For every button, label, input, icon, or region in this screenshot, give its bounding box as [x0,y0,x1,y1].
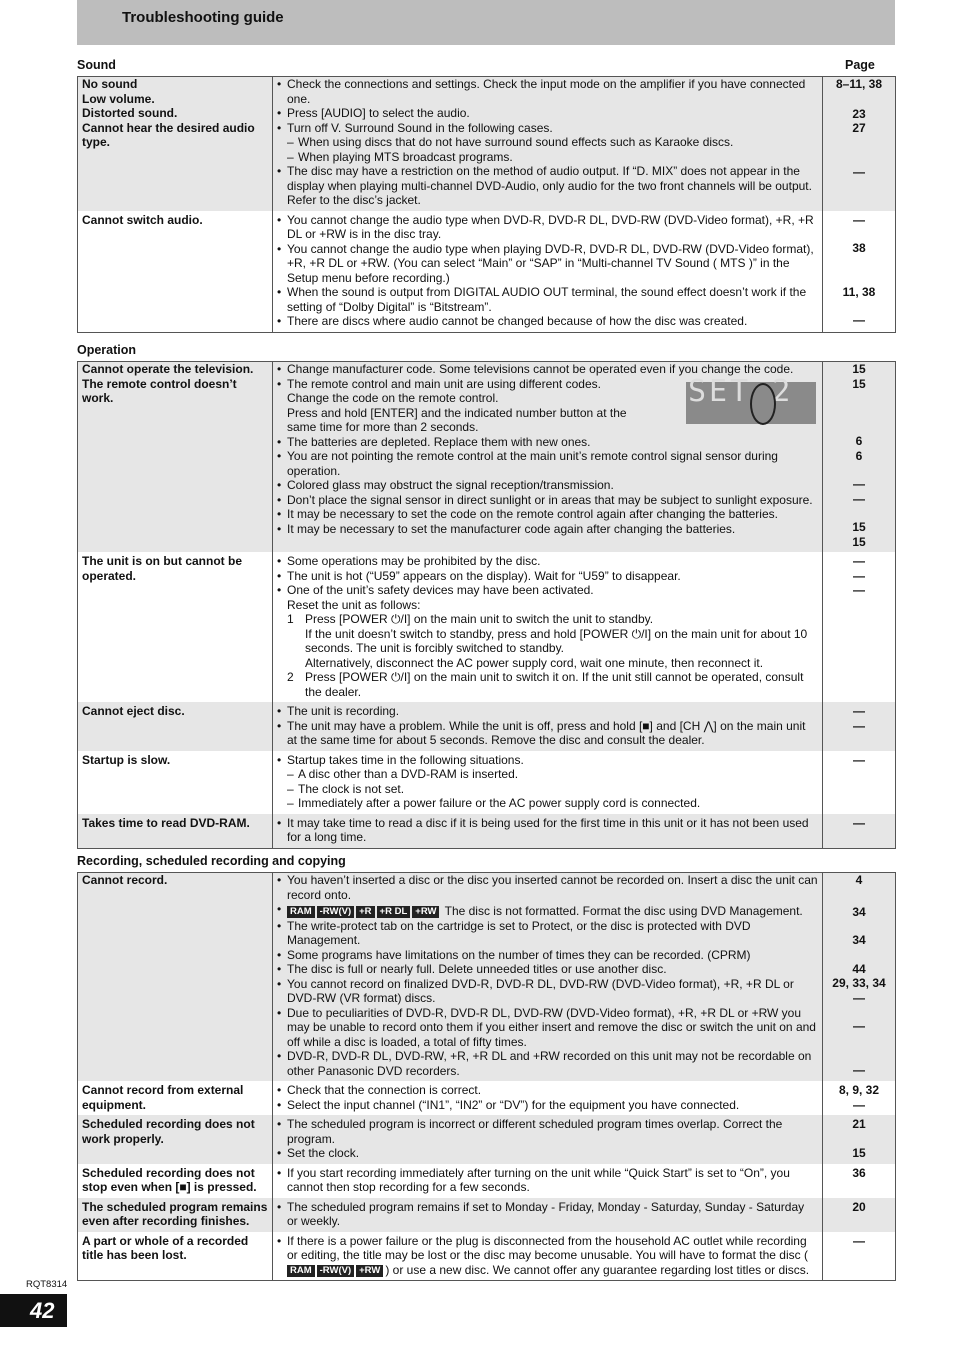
remedy-cell [273,1232,823,1281]
remedy-item: • The unit may have a problem. While the unit is off, press and hold [■] and [CH ⋀] on the main unit at the same time for about 5 seconds. Remove the disc and consult the dealer. [277,719,818,748]
remedy-detail: If the unit doesn’t switch to standby, press and hold [POWER ⏻/I] on the main unit for about 10 seconds. The unit is forcibly switched to standby. [305,626,808,655]
page-ref-cell [823,873,896,1082]
remedy-item: • Startup takes time in the following situations. [277,753,818,768]
page-ref-cell [823,211,896,333]
remedy-item: • Press [AUDIO] to select the audio. [277,106,818,121]
symptom-text: Cannot hear the desired audio type. [82,120,255,149]
page-ref: 36 [852,1165,866,1180]
table-row [78,1198,896,1232]
remedy-item: • It may be necessary to set the code on the remote control again after changing the batteries. [277,507,818,522]
remedy-item [277,1234,818,1278]
page-ref-cell [823,1232,896,1281]
remedy-item: • You haven’t inserted a disc or the disc you inserted cannot be recorded on. Insert a disc the unit can record onto. [277,873,818,902]
remedy-item: • DVD-R, DVD-R DL, DVD-RW, +R, +R DL and +RW recorded on this unit may not be recordable on other Panasonic DVD recorders. [277,1049,818,1078]
badge-plus-r: +R [356,906,374,918]
remedy-detail: Change the code on the remote control. [287,391,499,405]
remedy-step [277,612,818,627]
remedy-item: • It may take time to read a disc if it is being used for the first time in this unit or it has not been used for a long time. [277,816,818,845]
table-row [78,814,896,849]
symptom-cell: Cannot switch audio. [78,211,273,333]
remedy-cell [273,702,823,751]
remedy-text: ) or use a new disc. We cannot offer any guarantee regarding lost titles or discs. [385,1262,810,1277]
table-row [78,702,896,751]
table-row [78,1115,896,1164]
page-ref: — [853,313,865,327]
table-row [78,1164,896,1198]
remedy-subitem: – When using discs that do not have surround sound effects such as Karaoke discs. [277,135,818,150]
remedy-detail: Alternatively, disconnect the AC power supply cord, wait one minute, then reconnect it. [305,655,764,670]
symptom-cell: Scheduled recording does not work properly. [78,1115,273,1164]
page-ref: — [853,990,865,1005]
table-row [78,751,896,814]
page-ref: — [853,1233,865,1248]
remedy-cell [273,362,823,553]
remedy-cell [273,751,823,814]
remedy-item: • The unit is hot (“U59” appears on the display). Wait for “U59” to disappear. [277,569,818,584]
remedy-item: • Check that the connection is correct. [277,1083,818,1098]
page-ref: — [853,704,865,718]
remedy-item: • You cannot record on finalized DVD-R, DVD-R DL, DVD-RW (DVD-Video format), +R, +R DL or DVD-RW (VR format) discs. [277,977,818,1006]
recording-table [77,872,896,1281]
remedy-item: • The unit is recording. [277,704,818,719]
page-ref: 15 [852,520,866,534]
page-ref-cell [823,1164,896,1198]
symptom-text: Low volume. [82,91,155,106]
page-ref: — [853,752,865,767]
remedy-cell [273,1198,823,1232]
page-ref-cell [823,702,896,751]
document-code: RQT8314 [26,1279,68,1290]
page-ref: — [853,554,865,568]
page-ref: — [853,477,865,491]
badge-ram: RAM [287,1265,315,1277]
remedy-item: • Turn off V. Surround Sound in the following cases. [277,121,818,136]
remedy-item: • Select the input channel (“IN1”, “IN2” or “DV”) for the equipment you have connected. [277,1098,818,1113]
remedy-item: • Set the clock. [277,1146,818,1161]
page-ref: — [853,1019,865,1033]
page-ref: — [853,1097,865,1112]
page-ref-cell [823,1081,896,1115]
remedy-item: • Some operations may be prohibited by the disc. [277,554,818,569]
remedy-item: • The scheduled program remains if set to Monday - Friday, Monday - Saturday, Sunday - Saturday or weekly. [277,1200,818,1229]
badge-rw-v: -RW(V) [317,906,354,918]
page-title: Troubleshooting guide [122,9,284,26]
page-number: 42 [0,1294,67,1327]
symptom-cell: Startup is slow. [78,751,273,814]
symptom-cell: The scheduled program remains even after recording finishes. [78,1198,273,1232]
table-row [78,211,896,333]
badge-plus-r-dl: +R DL [377,906,411,918]
badge-plus-rw: +RW [356,1265,383,1277]
page-ref: 15 [852,534,866,549]
remedy-item: • The batteries are depleted. Replace them with new ones. [277,435,818,450]
page-ref: — [853,568,865,583]
remedy-item: • Colored glass may obstruct the signal reception/transmission. [277,478,818,493]
page-ref: 15 [852,1145,866,1160]
remedy-item: • Due to peculiarities of DVD-R, DVD-R DL, DVD-RW (DVD-Video format), +R, +R DL or +RW you may be unable to record onto them if you either insert and remove the disc or switch the unit on and off while a disc is loaded, a total of fifty times. [277,1006,818,1050]
display-illustration [686,374,816,424]
sound-table [77,76,896,333]
page-ref: 20 [852,1199,866,1214]
table-row [78,1081,896,1115]
symptom-cell: Cannot eject disc. [78,702,273,751]
page-ref: 4 [855,873,863,887]
page-ref-cell [823,362,896,553]
symptom-text: No sound [82,77,138,91]
symptom-cell: The unit is on but cannot be operated. [78,552,273,702]
operation-table [77,361,896,849]
page-ref: 15 [852,376,866,391]
page-ref-cell [823,751,896,814]
remedy-item: • When the sound is output from DIGITAL AUDIO OUT terminal, the sound effect doesn’t work if the setting of “Dolby Digital” is “Bitstream”. [277,285,818,314]
remedy-item: • You are not pointing the remote control at the main unit’s remote control signal sensor during operation. [277,449,818,478]
badge-rw-v: -RW(V) [317,1265,354,1277]
remedy-subitem: – The clock is not set. [277,782,818,797]
remedy-detail: Reset the unit as follows: [287,597,421,612]
remedy-detail: Press and hold [ENTER] and the indicated number button at the same time for more than 2 seconds. [287,405,627,434]
remedy-cell [273,873,823,1082]
badge-plus-rw: +RW [412,906,439,918]
page-ref: 34 [852,933,866,947]
section-title-sound: Sound [77,58,116,72]
section-title-recording: Recording, scheduled recording and copying [77,854,346,868]
section-title-operation: Operation [77,343,137,357]
remedy-item: • The disc may have a restriction on the method of audio output. If “D. MIX” does not appear in the display when playing multi-channel DVD-Audio, only audio for the two front channels will be output. Refer to the disc’s jacket. [277,164,818,208]
remedy-item [277,902,818,919]
page-ref-cell [823,552,896,702]
page-ref: — [853,583,865,597]
step-text: Press [POWER ⏻/I] on the main unit to switch the unit to standby. [305,612,654,626]
page-ref-cell [823,1115,896,1164]
page-ref: 23 [852,106,866,121]
page-ref: 44 [852,961,866,976]
remedy-text: If there is a power failure or the plug is disconnected from the household AC outlet while recording or editing, the title may be lost or the disc may become unusable. You will have to format the disc ( [287,1233,808,1262]
symptom-cell: Cannot operate the television. The remote control doesn’t work. [78,362,273,553]
symptom-cell: Cannot record. [78,873,273,1082]
remedy-item: • The disc is full or nearly full. Delete unneeded titles or use another disc. [277,962,818,977]
remedy-step [277,670,818,699]
page-ref: 38 [852,241,866,255]
symptom-text: Distorted sound. [82,106,178,120]
remedy-cell [273,814,823,849]
remedy-subitem: – When playing MTS broadcast programs. [277,150,818,165]
remedy-cell [273,1115,823,1164]
remedy-item: • The write-protect tab on the cartridge is set to Protect, or the disc is protected with DVD Management. [277,919,818,948]
remedy-item: • You cannot change the audio type when playing DVD-R, DVD-R DL, DVD-RW (DVD-Video format), +R, +R DL or +RW. (You can select “Main” or “SAP” in “Multi-channel TV Sound ( MTS )” in the Setup menu before recording.) [277,242,818,286]
remedy-cell [273,77,823,211]
step-number: 2 [287,670,294,684]
page-ref: 11, 38 [842,284,876,299]
header-bar [77,0,895,45]
symptom-cell [78,77,273,211]
page-ref: 27 [852,121,866,135]
page-ref-cell [823,1198,896,1232]
page-ref: 8, 9, 32 [838,1083,880,1097]
symptom-cell: Scheduled recording does not stop even when [■] is pressed. [78,1164,273,1198]
page-ref: — [853,164,865,179]
page-ref: — [853,718,865,733]
remedy-item: • The scheduled program is incorrect or different scheduled program times overlap. Correct the program. [277,1117,818,1146]
remedy-item: • It may be necessary to set the manufacturer code again after changing the batteries. [277,522,818,537]
remedy-cell [273,552,823,702]
remedy-cell [273,1164,823,1198]
page-ref: 21 [852,1117,866,1131]
remedy-item: • Some programs have limitations on the number of times they can be recorded. (CPRM) [277,948,818,963]
remedy-item: • Check the connections and settings. Check the input mode on the amplifier if you have connected one. [277,77,818,106]
remedy-item: • One of the unit’s safety devices may have been activated. [277,583,818,598]
page-ref: — [853,1062,865,1077]
remedy-item: • There are discs where audio cannot be changed because of how the disc was created. [277,314,818,329]
page-ref: 6 [855,434,863,448]
step-number: 1 [287,612,294,626]
page-ref: 29, 33, 34 [832,976,886,990]
remedy-item: • The remote control and main unit are using different codes. [277,377,818,392]
table-row [78,1232,896,1281]
page-ref: 34 [852,904,866,919]
remedy-item: • If you start recording immediately after turning on the unit while “Quick Start” is set to “On”, you cannot then stop recording for a few seconds. [277,1166,818,1195]
remedy-text: The disc is not formatted. Format the disc using DVD Management. [444,904,803,918]
remedy-cell [273,211,823,333]
table-row [78,552,896,702]
page-ref: 8–11, 38 [835,77,883,91]
page-ref: — [853,815,865,830]
page-ref-cell [823,814,896,849]
page-ref: — [853,491,865,506]
remedy-item: • Change manufacturer code. Some televisions cannot be operated even if you change the code. [277,362,818,377]
page-ref: 6 [855,448,863,463]
remedy-item: • Don’t place the signal sensor in direct sunlight or in areas that may be subject to sunlight exposure. [277,493,818,508]
symptom-cell: Takes time to read DVD-RAM. [78,814,273,849]
symptom-cell: A part or whole of a recorded title has been lost. [78,1232,273,1281]
display-text: SET 2 [688,374,794,409]
page-column-label: Page [845,58,875,72]
step-text: Press [POWER ⏻/I] on the main unit to switch it on. If the unit still cannot be operated, consult the dealer. [305,670,804,699]
table-row [78,362,896,553]
highlight-circle [750,383,776,425]
page-ref-cell [823,77,896,211]
remedy-subitem: – A disc other than a DVD-RAM is inserted. [277,767,818,782]
remedy-cell [273,1081,823,1115]
page-ref: 15 [852,362,866,376]
page-ref: — [853,212,865,227]
table-row [78,77,896,211]
symptom-cell: Cannot record from external equipment. [78,1081,273,1115]
table-row [78,873,896,1082]
badge-ram: RAM [287,906,315,918]
remedy-item: • You cannot change the audio type when DVD-R, DVD-R DL, DVD-RW (DVD-Video format), +R, +R DL or +RW is in the disc tray. [277,213,818,242]
remedy-subitem: – Immediately after a power failure or the AC power supply cord is connected. [277,796,818,811]
